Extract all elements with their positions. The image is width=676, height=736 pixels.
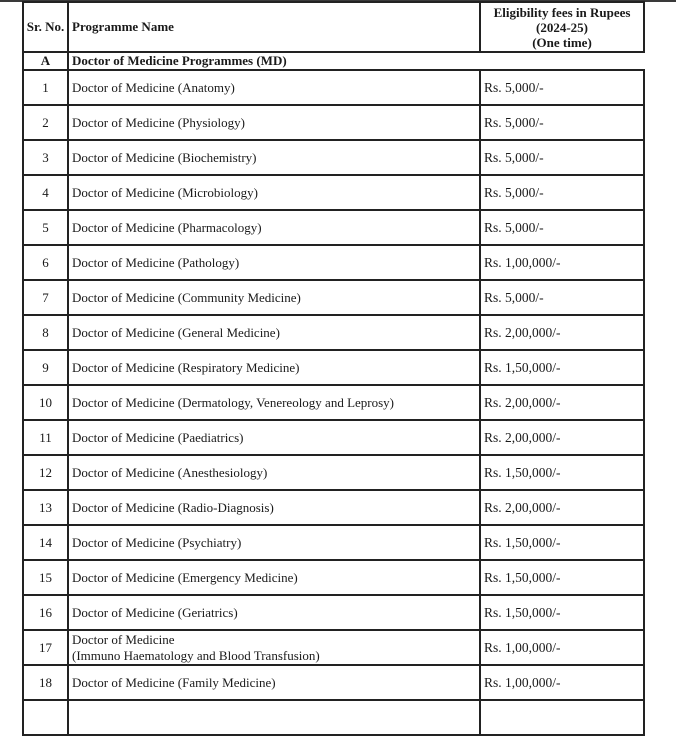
programme-name-cell [68, 105, 480, 140]
table-row [23, 525, 644, 560]
fee-cell: Rs. 5,000/- [480, 140, 644, 175]
programme-name-cell [68, 350, 480, 385]
fee-cell: Rs. 2,00,000/- [480, 385, 644, 420]
fee-cell: Rs. 1,00,000/- [480, 665, 644, 700]
fees-table [22, 1, 645, 736]
table-row [23, 630, 644, 665]
programme-name-cell [68, 210, 480, 245]
table-row [23, 560, 644, 595]
fee-cell: Rs. 1,50,000/- [480, 525, 644, 560]
sr-no-cell: 15 [23, 560, 68, 595]
programme-name-cell [68, 140, 480, 175]
programme-name: Doctor of Medicine (Pharmacology) [72, 219, 262, 235]
sr-no-cell: 16 [23, 595, 68, 630]
header-fees-line2: (2024-25) [536, 19, 588, 35]
sr-no-cell: 7 [23, 280, 68, 315]
empty-cell [480, 700, 644, 735]
sr-no-cell: 17 [23, 630, 68, 665]
table-row [23, 595, 644, 630]
fee-cell: Rs. 5,000/- [480, 70, 644, 105]
programme-name: Doctor of Medicine (Family Medicine) [72, 674, 276, 690]
programme-name: Doctor of Medicine (Dermatology, Venereology and Leprosy) [72, 394, 395, 410]
header-fees-line1: Eligibility fees in Rupees [493, 4, 631, 20]
programme-name-cell [68, 315, 480, 350]
programme-name: Doctor of Medicine (Microbiology) [72, 184, 258, 200]
programme-name-line2: (Immuno Haematology and Blood Transfusion) [72, 647, 320, 663]
sr-no-cell: 12 [23, 455, 68, 490]
table-row [23, 385, 644, 420]
programme-name: Doctor of Medicine (Respiratory Medicine) [72, 359, 300, 375]
table-row [23, 350, 644, 385]
programme-name: Doctor of Medicine (Community Medicine) [72, 289, 301, 305]
table-row-partial [23, 700, 644, 735]
sr-no-cell: 3 [23, 140, 68, 175]
sr-no-cell: 11 [23, 420, 68, 455]
empty-cell [23, 700, 68, 735]
fee-cell: Rs. 1,50,000/- [480, 595, 644, 630]
table-row [23, 665, 644, 700]
programme-name: Doctor of Medicine [72, 631, 175, 647]
fee-cell: Rs. 5,000/- [480, 175, 644, 210]
table-row [23, 280, 644, 315]
programme-name-cell [68, 245, 480, 280]
header-fees [480, 2, 644, 52]
table-row [23, 490, 644, 525]
fee-cell: Rs. 5,000/- [480, 280, 644, 315]
header-programme-name: Programme Name [68, 2, 480, 52]
programme-name: Doctor of Medicine (Anatomy) [72, 79, 235, 95]
programme-name-cell [68, 490, 480, 525]
section-row [23, 52, 644, 70]
empty-cell [68, 700, 480, 735]
programme-name-cell [68, 525, 480, 560]
programme-name-cell [68, 420, 480, 455]
fee-cell: Rs. 1,50,000/- [480, 455, 644, 490]
programme-name: Doctor of Medicine (Psychiatry) [72, 534, 242, 550]
sr-no-cell: 18 [23, 665, 68, 700]
programme-name-cell [68, 595, 480, 630]
table-row [23, 210, 644, 245]
fee-cell: Rs. 1,00,000/- [480, 245, 644, 280]
programme-name-cell [68, 665, 480, 700]
fee-cell: Rs. 1,00,000/- [480, 630, 644, 665]
programme-name-cell [68, 455, 480, 490]
header-sr-no: Sr. No. [23, 2, 68, 52]
table-row [23, 140, 644, 175]
programme-name: Doctor of Medicine (Biochemistry) [72, 149, 257, 165]
table-row [23, 315, 644, 350]
table-row [23, 245, 644, 280]
programme-name-cell [68, 560, 480, 595]
programme-name-cell [68, 280, 480, 315]
sr-no-cell: 2 [23, 105, 68, 140]
header-fees-line3: (One time) [532, 34, 592, 50]
section-title: Doctor of Medicine Programmes (MD) [68, 52, 644, 70]
section-code: A [23, 52, 68, 70]
programme-name-cell [68, 70, 480, 105]
fee-cell: Rs. 2,00,000/- [480, 490, 644, 525]
programme-name: Doctor of Medicine (Physiology) [72, 114, 245, 130]
fee-cell: Rs. 2,00,000/- [480, 420, 644, 455]
programme-name: Doctor of Medicine (Anesthesiology) [72, 464, 268, 480]
sr-no-cell: 5 [23, 210, 68, 245]
sr-no-cell: 4 [23, 175, 68, 210]
sr-no-cell: 10 [23, 385, 68, 420]
programme-name: Doctor of Medicine (Geriatrics) [72, 604, 238, 620]
fee-cell: Rs. 1,50,000/- [480, 350, 644, 385]
table-row [23, 455, 644, 490]
fee-cell: Rs. 5,000/- [480, 210, 644, 245]
table-row [23, 105, 644, 140]
sr-no-cell: 8 [23, 315, 68, 350]
fee-cell: Rs. 1,50,000/- [480, 560, 644, 595]
table-row [23, 175, 644, 210]
table-header [23, 2, 644, 52]
programme-name-cell [68, 175, 480, 210]
programme-name: Doctor of Medicine (Radio-Diagnosis) [72, 499, 274, 515]
table-row [23, 70, 644, 105]
programme-name-cell [68, 385, 480, 420]
sr-no-cell: 14 [23, 525, 68, 560]
sr-no-cell: 1 [23, 70, 68, 105]
programme-name: Doctor of Medicine (General Medicine) [72, 324, 280, 340]
fee-cell: Rs. 2,00,000/- [480, 315, 644, 350]
programme-name: Doctor of Medicine (Emergency Medicine) [72, 569, 298, 585]
programme-name-cell [68, 630, 480, 665]
programme-name: Doctor of Medicine (Pathology) [72, 254, 240, 270]
sr-no-cell: 9 [23, 350, 68, 385]
table-row [23, 420, 644, 455]
sr-no-cell: 13 [23, 490, 68, 525]
sr-no-cell: 6 [23, 245, 68, 280]
programme-name: Doctor of Medicine (Paediatrics) [72, 429, 244, 445]
fee-cell: Rs. 5,000/- [480, 105, 644, 140]
